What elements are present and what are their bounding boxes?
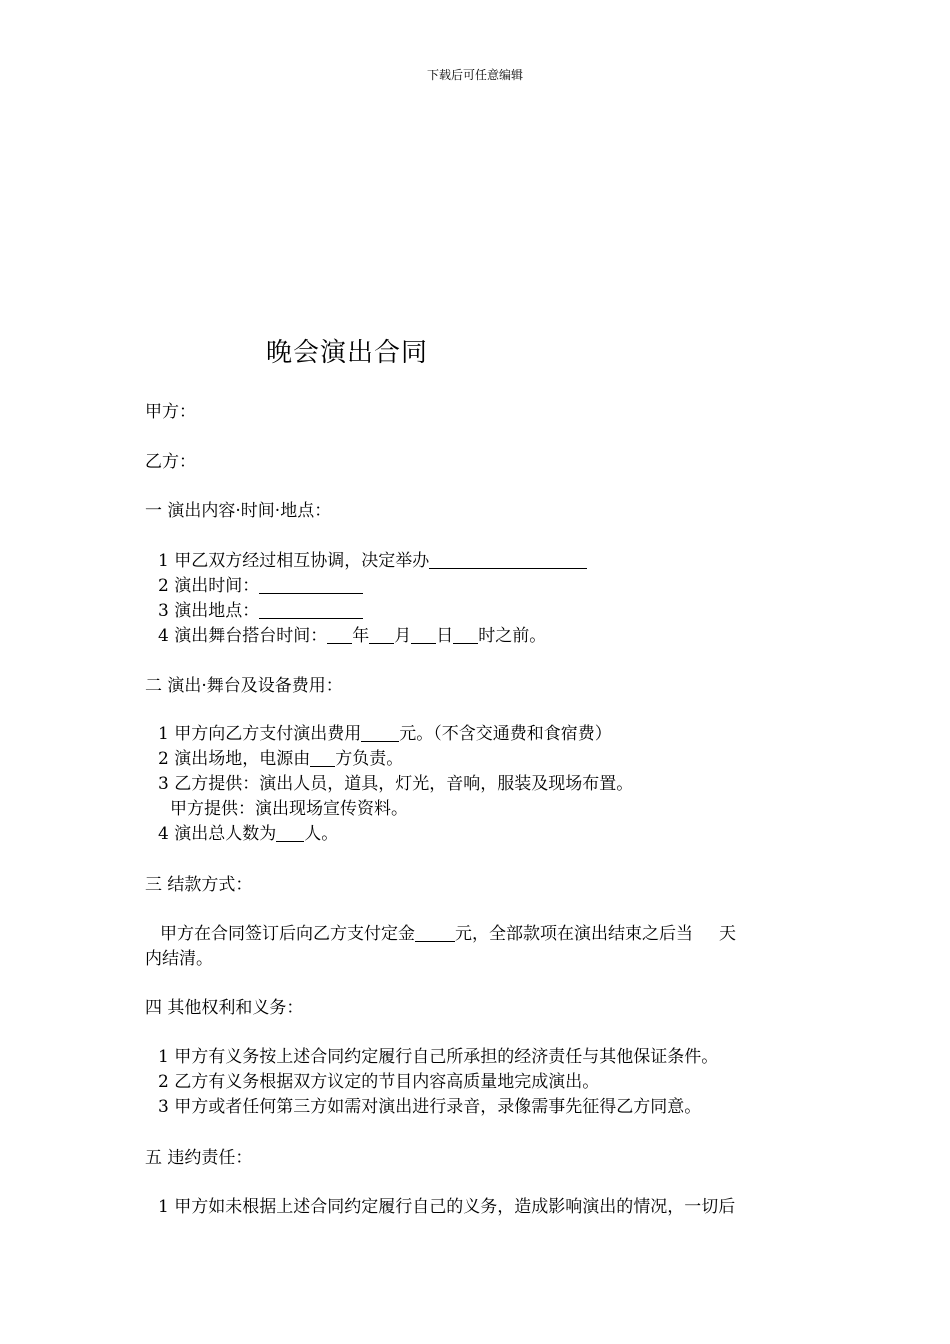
month-label: 月 bbox=[394, 626, 412, 646]
hour-label: 时之前。 bbox=[478, 626, 547, 646]
deposit-blank bbox=[415, 923, 455, 942]
section4-item1: 1 甲方有义务按上述合同约定履行自己所承担的经济责任与其他保证条件。 bbox=[158, 1047, 719, 1067]
document-title: 晚会演出合同 bbox=[266, 338, 429, 368]
day-blank bbox=[411, 625, 436, 644]
section2-item4 bbox=[158, 822, 338, 846]
hour-blank bbox=[453, 625, 478, 644]
power-party-blank bbox=[310, 748, 335, 767]
year-blank bbox=[327, 625, 352, 644]
section2-item3-sub: 甲方提供：演出现场宣传资料。 bbox=[170, 799, 408, 819]
section2-item2-text: 2 演出场地，电源由 bbox=[158, 749, 311, 769]
party-b-label: 乙方： bbox=[145, 452, 196, 472]
section2-item3: 3 乙方提供：演出人员，道具，灯光，音响，服装及现场布置。 bbox=[158, 774, 634, 794]
section3-text-end: 天 bbox=[719, 924, 736, 944]
section2-item4-text: 4 演出总人数为 bbox=[158, 824, 277, 844]
section2-item2-suffix: 方负责。 bbox=[335, 749, 404, 769]
headcount-blank bbox=[276, 823, 304, 842]
section1-item3 bbox=[158, 599, 363, 623]
section5-item1: 1 甲方如未根据上述合同约定履行自己的义务，造成影响演出的情况，一切后 bbox=[158, 1197, 736, 1217]
section2-item2 bbox=[158, 747, 403, 771]
section4-item2: 2 乙方有义务根据双方议定的节目内容高质量地完成演出。 bbox=[158, 1072, 600, 1092]
section1-item2-text: 2 演出时间： bbox=[158, 576, 260, 596]
performance-location-blank bbox=[259, 600, 363, 619]
section2-item1 bbox=[158, 722, 612, 746]
section1-item1 bbox=[158, 549, 587, 573]
section3-heading: 三 结款方式： bbox=[145, 875, 253, 895]
event-name-blank bbox=[429, 550, 587, 569]
section3-paragraph bbox=[145, 922, 736, 946]
section2-heading: 二 演出·舞台及设备费用： bbox=[145, 676, 343, 696]
section2-item1-text: 1 甲方向乙方支付演出费用 bbox=[158, 724, 362, 744]
section1-item2 bbox=[158, 574, 363, 598]
section1-item4 bbox=[158, 624, 546, 648]
day-label: 日 bbox=[436, 626, 454, 646]
section3-text: 甲方在合同签订后向乙方支付定金 bbox=[160, 924, 415, 944]
month-blank bbox=[369, 625, 394, 644]
section2-item4-suffix: 人。 bbox=[304, 824, 339, 844]
party-a-label: 甲方： bbox=[145, 402, 196, 422]
page-header-note: 下载后可任意编辑 bbox=[426, 68, 523, 82]
year-label: 年 bbox=[352, 626, 370, 646]
performance-fee-blank bbox=[361, 723, 399, 742]
section4-heading: 四 其他权利和义务： bbox=[145, 998, 304, 1018]
section4-item3: 3 甲方或者任何第三方如需对演出进行录音，录像需事先征得乙方同意。 bbox=[158, 1097, 702, 1117]
section1-item1-text: 1 甲乙双方经过相互协调，决定举办 bbox=[158, 551, 430, 571]
section3-text-mid: 元，全部款项在演出结束之后当 bbox=[455, 924, 693, 944]
section1-item4-text: 4 演出舞台搭台时间： bbox=[158, 626, 328, 646]
section1-heading: 一 演出内容·时间·地点： bbox=[145, 501, 332, 521]
performance-time-blank bbox=[259, 575, 363, 594]
section2-item1-suffix: 元。（不含交通费和食宿费） bbox=[399, 724, 612, 744]
section3-paragraph-line2: 内结清。 bbox=[145, 949, 213, 969]
section1-item3-text: 3 演出地点： bbox=[158, 601, 260, 621]
section5-heading: 五 违约责任： bbox=[145, 1148, 253, 1168]
